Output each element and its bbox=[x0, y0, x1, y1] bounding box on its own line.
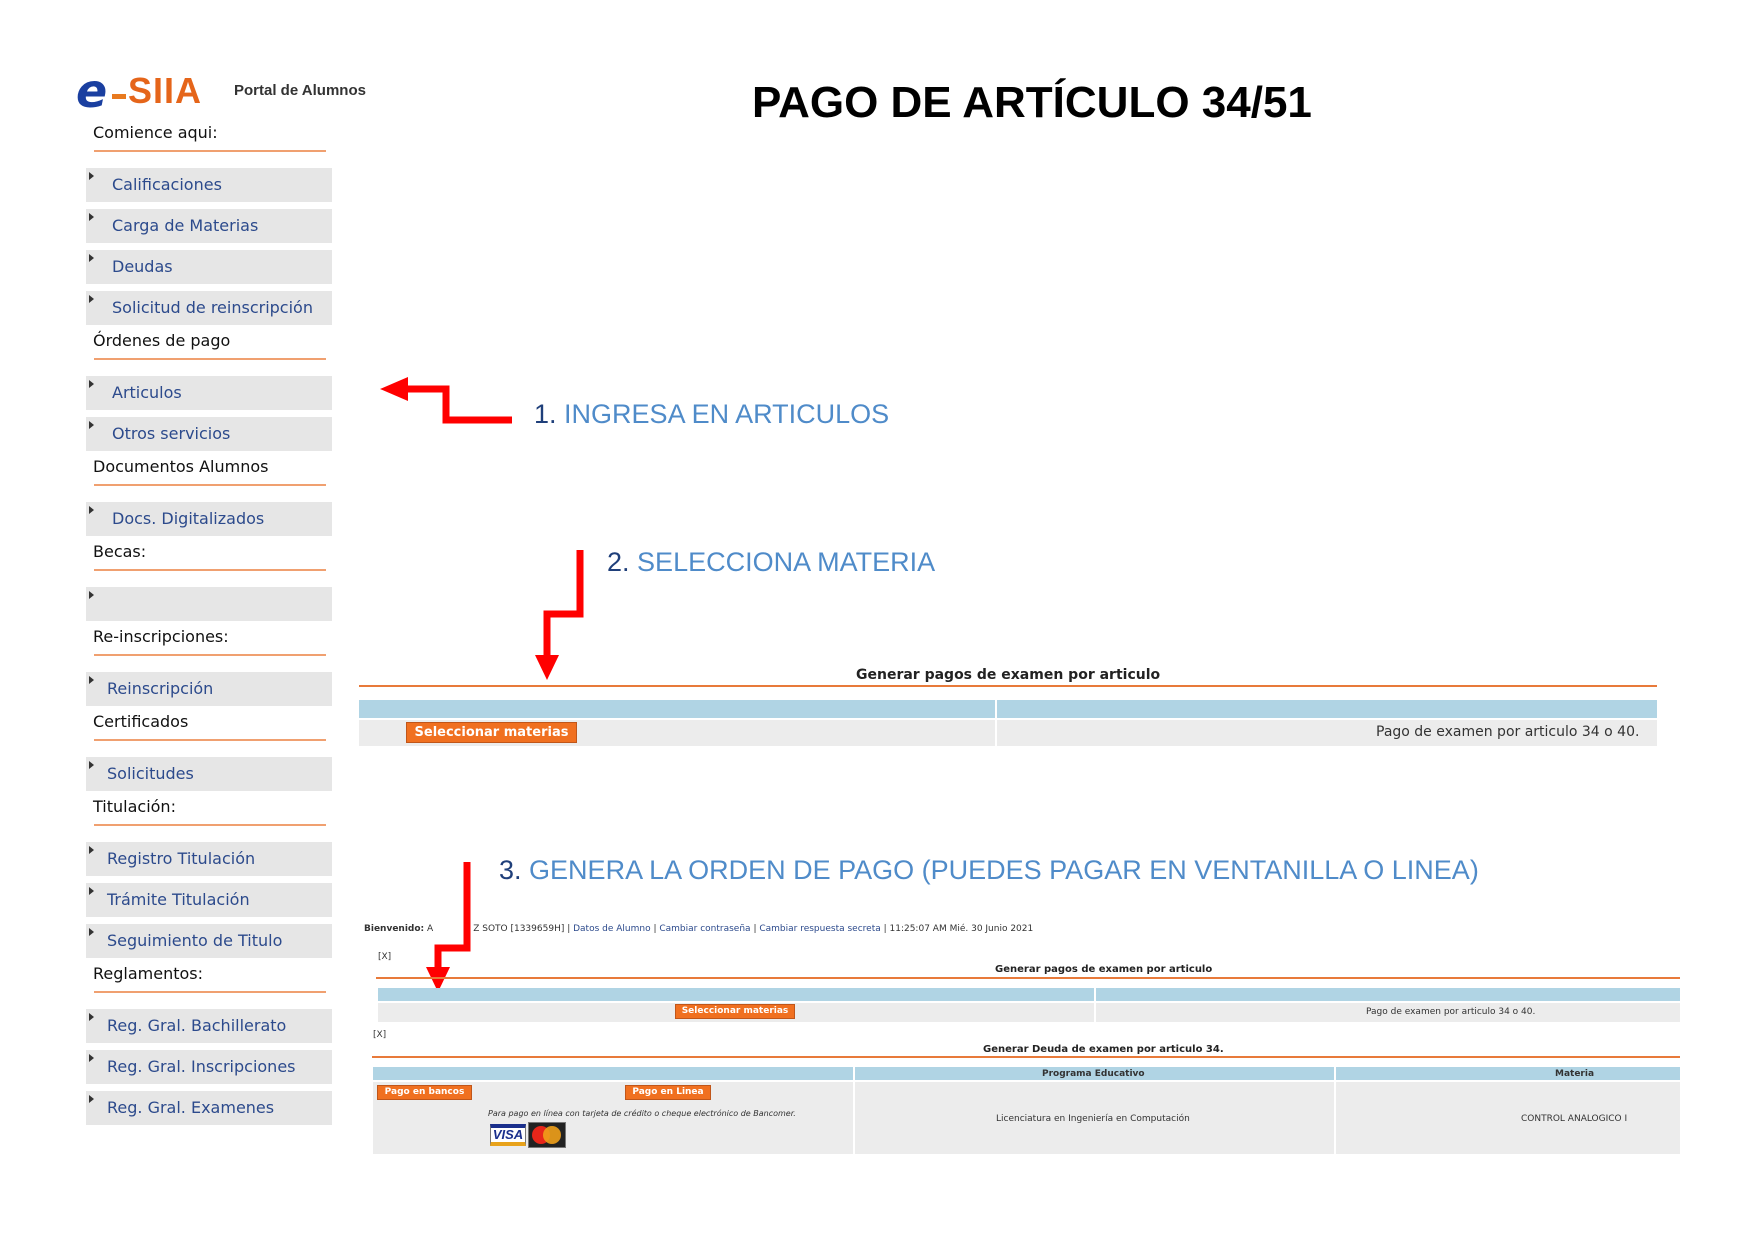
sidebar-item-label: Solicitudes bbox=[107, 764, 194, 783]
sidebar-item-label: Reg. Gral. Bachillerato bbox=[107, 1016, 287, 1035]
step-1-number: 1. bbox=[534, 399, 557, 429]
panel-rule bbox=[359, 685, 1657, 687]
panel-title: Generar pagos de examen por articulo bbox=[856, 667, 1161, 683]
section-reinscripciones: Re-inscripciones: bbox=[93, 627, 229, 646]
logo-siia: SIIA bbox=[128, 70, 203, 111]
table-cell bbox=[1336, 1082, 1680, 1154]
sidebar-item-label: Deudas bbox=[112, 257, 173, 276]
sidebar-item-label: Calificaciones bbox=[112, 175, 222, 194]
page-title: PAGO DE ARTÍCULO 34/51 bbox=[752, 78, 1312, 127]
table-header-bar bbox=[359, 700, 1657, 718]
sidebar-item-label: Reinscripción bbox=[107, 679, 214, 698]
sidebar-item-label: Seguimiento de Titulo bbox=[107, 931, 283, 950]
step-2 bbox=[607, 547, 935, 578]
logo-portal-text: Portal de Alumnos bbox=[234, 82, 366, 99]
link-cambiar-contrasena[interactable]: Cambiar contraseña bbox=[659, 924, 751, 934]
sidebar-item-label: Trámite Titulación bbox=[107, 890, 250, 909]
arrow-step-1 bbox=[400, 389, 512, 420]
pago-linea-note: Para pago en línea con tarjeta de crédito o cheque electrónico de Bancomer. bbox=[488, 1109, 796, 1118]
panel-title: Generar pagos de examen por articulo bbox=[995, 964, 1213, 975]
sidebar-item-label: Otros servicios bbox=[112, 424, 231, 443]
welcome-label: Bienvenido: bbox=[364, 924, 425, 934]
logo-e: e bbox=[76, 64, 108, 118]
section-reglamentos: Reglamentos: bbox=[93, 964, 204, 983]
close-x-2[interactable]: [X] bbox=[373, 1030, 387, 1040]
panel-title-deuda: Generar Deuda de examen por articulo 34. bbox=[983, 1044, 1224, 1055]
sidebar-item-label: Carga de Materias bbox=[112, 216, 259, 235]
section-comience: Comience aqui: bbox=[93, 123, 218, 142]
programa-educativo-value: Licenciatura en Ingeniería en Computación bbox=[996, 1114, 1190, 1124]
step-3-text: GENERA LA ORDEN DE PAGO (PUEDES PAGAR EN VENTANILLA O LINEA) bbox=[529, 855, 1479, 885]
panel-rule bbox=[372, 1056, 1680, 1058]
arrow-step-3 bbox=[438, 862, 467, 972]
visa-logo: VISA bbox=[490, 1124, 526, 1146]
welcome-name: Z SOTO [1339659H] bbox=[473, 924, 565, 934]
step-3-number: 3. bbox=[499, 855, 522, 885]
table-header-bar bbox=[378, 988, 1680, 1001]
welcome-name-start: A bbox=[427, 924, 434, 934]
section-titulacion: Titulación: bbox=[93, 797, 176, 816]
step-1-text: INGRESA EN ARTICULOS bbox=[564, 399, 890, 429]
section-certificados: Certificados bbox=[93, 712, 189, 731]
sidebar-item-label: Reg. Gral. Inscripciones bbox=[107, 1057, 296, 1076]
section-becas: Becas: bbox=[93, 542, 147, 561]
materia-value: CONTROL ANALOGICO I bbox=[1521, 1114, 1628, 1124]
step-2-text: SELECCIONA MATERIA bbox=[637, 547, 936, 577]
sidebar-item-label: Registro Titulación bbox=[107, 849, 256, 868]
table-header-bar bbox=[373, 1067, 1680, 1080]
mastercard-logo bbox=[528, 1122, 566, 1148]
sidebar-item-label: Solicitud de reinscripción bbox=[112, 298, 313, 317]
col-header-materia: Materia bbox=[1555, 1069, 1595, 1079]
sidebar-item-label: Articulos bbox=[112, 383, 182, 402]
step-1 bbox=[534, 399, 889, 430]
datetime: 11:25:07 AM Mié. 30 Junio 2021 bbox=[889, 924, 1034, 934]
arrow-step-2 bbox=[547, 550, 580, 660]
link-cambiar-respuesta[interactable]: Cambiar respuesta secreta bbox=[759, 924, 881, 934]
section-documentos: Documentos Alumnos bbox=[93, 457, 269, 476]
pago-description: Pago de examen por articulo 34 o 40. bbox=[1376, 724, 1640, 740]
close-x-1[interactable]: [X] bbox=[378, 952, 392, 962]
pago-en-linea-button[interactable]: Pago en Linea bbox=[625, 1085, 711, 1100]
seleccionar-materias-button[interactable]: Seleccionar materias bbox=[406, 722, 577, 743]
sidebar-item-label: Reg. Gral. Examenes bbox=[107, 1098, 275, 1117]
panel-rule bbox=[376, 977, 1680, 979]
step-3 bbox=[499, 855, 1479, 886]
sidebar-item-label: Docs. Digitalizados bbox=[112, 509, 265, 528]
pago-en-bancos-button[interactable]: Pago en bancos bbox=[377, 1085, 472, 1100]
seleccionar-materias-button-small[interactable]: Seleccionar materias bbox=[675, 1004, 795, 1019]
arrow-step-2-head bbox=[535, 655, 559, 680]
col-header-programa: Programa Educativo bbox=[1042, 1069, 1145, 1079]
welcome-bar: Bienvenido: A Z SOTO [1339659H] | Datos de Alumno | Cambiar contraseña | Cambiar respuesta secreta | 11:25:07 AM Mié. 30 Junio 2021 bbox=[364, 924, 1034, 934]
section-ordenes: Órdenes de pago bbox=[93, 331, 231, 350]
pago-description-small: Pago de examen por articulo 34 o 40. bbox=[1366, 1007, 1536, 1017]
step-2-number: 2. bbox=[607, 547, 630, 577]
arrow-step-1-head bbox=[380, 377, 408, 401]
link-datos-alumno[interactable]: Datos de Alumno bbox=[573, 924, 651, 934]
